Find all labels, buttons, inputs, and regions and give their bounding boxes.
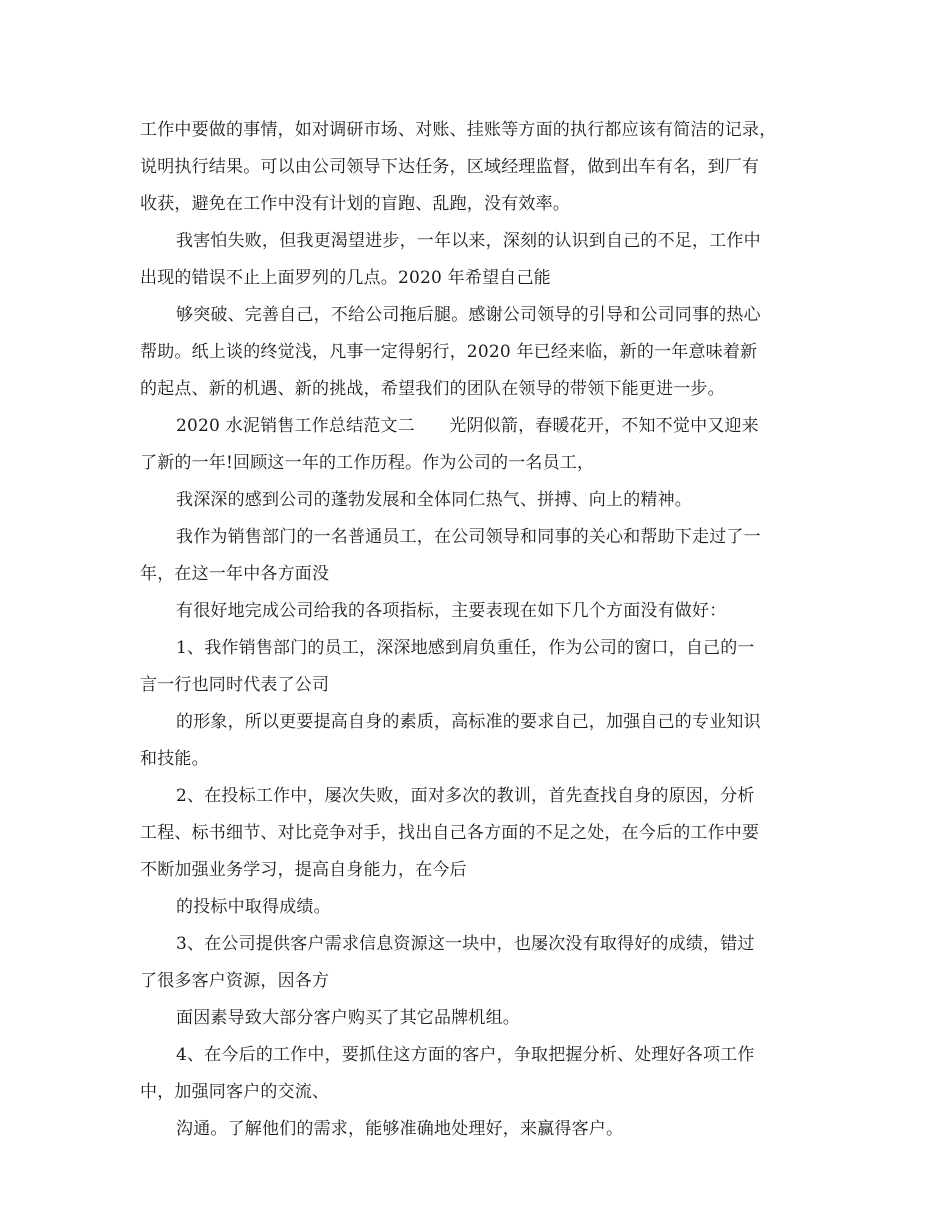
text-line: 工程、标书细节、对比竞争对手，找出自己各方面的不足之处，在今后的工作中要 [140,823,760,843]
text-line: 和技能。 [140,749,209,769]
paragraph-start-line: 我深深的感到公司的蓬勃发展和全体同仁热气、拼搏、向上的精神。 [176,490,692,510]
document-body [140,112,820,1148]
text-line: 说明执行结果。可以由公司领导下达任务，区域经理监督，做到出车有名，到厂有 [140,157,760,177]
list-item-line: 3、在公司提供客户需求信息资源这一块中，也屡次没有取得好的成绩，错过 [176,934,755,954]
paragraph-start-line: 我作为销售部门的一名普通员工，在公司领导和同事的关心和帮助下走过了一 [176,527,761,547]
text-line: 出现的错误不止上面罗列的几点。2020 年希望自己能 [140,268,551,288]
list-item-line: 1、我作销售部门的员工，深深地感到肩负重任，作为公司的窗口，自己的一 [176,638,755,658]
paragraph-start-line: 面因素导致大部分客户购买了其它品牌机组。 [176,1008,520,1028]
paragraph-start-line: 的投标中取得成绩。 [176,897,331,917]
text-line: 收获，避免在工作中没有计划的盲跑、乱跑，没有效率。 [140,194,570,214]
paragraph-start-line: 我害怕失败，但我更渴望进步，一年以来，深刻的认识到自己的不足，工作中 [176,231,761,251]
list-item-line: 2、在投标工作中，屡次失败，面对多次的教训，首先查找自身的原因，分析 [176,786,755,806]
paragraph-start-line: 够突破、完善自己，不给公司拖后腿。感谢公司领导的引导和公司同事的热心 [176,305,761,325]
text-line: 年，在这一年中各方面没 [140,564,330,584]
list-item-line: 4、在今后的工作中，要抓住这方面的客户，争取把握分析、处理好各项工作 [176,1045,755,1065]
paragraph-start-line: 的形象，所以更要提高自身的素质，高标准的要求自己，加强自己的专业知识 [176,712,761,732]
text-line: 工作中要做的事情，如对调研市场、对账、挂账等方面的执行都应该有简洁的记录， [140,120,777,140]
text-line: 了新的一年!回顾这一年的工作历程。作为公司的一名员工， [140,453,595,473]
text-line: 了很多客户资源，因各方 [140,971,330,991]
paragraph-start-line: 沟通。了解他们的需求，能够准确地处理好，来赢得客户。 [176,1119,624,1139]
text-line: 不断加强业务学习，提高自身能力，在今后 [140,860,467,880]
text-line: 帮助。纸上谈的终觉浅，凡事一定得躬行，2020 年已经来临，新的一年意味着新 [140,342,758,362]
section-heading-line: 2020 水泥销售工作总结范文二 光阴似箭，春暖花开，不知不觉中又迎来 [176,416,759,436]
text-line: 言一行也同时代表了公司 [140,675,330,695]
text-line: 的起点、新的机遇、新的挑战，希望我们的团队在领导的带领下能更进一步。 [140,379,725,399]
paragraph-start-line: 有很好地完成公司给我的各项指标，主要表现在如下几个方面没有做好： [176,601,727,621]
text-line: 中，加强同客户的交流、 [140,1082,330,1102]
